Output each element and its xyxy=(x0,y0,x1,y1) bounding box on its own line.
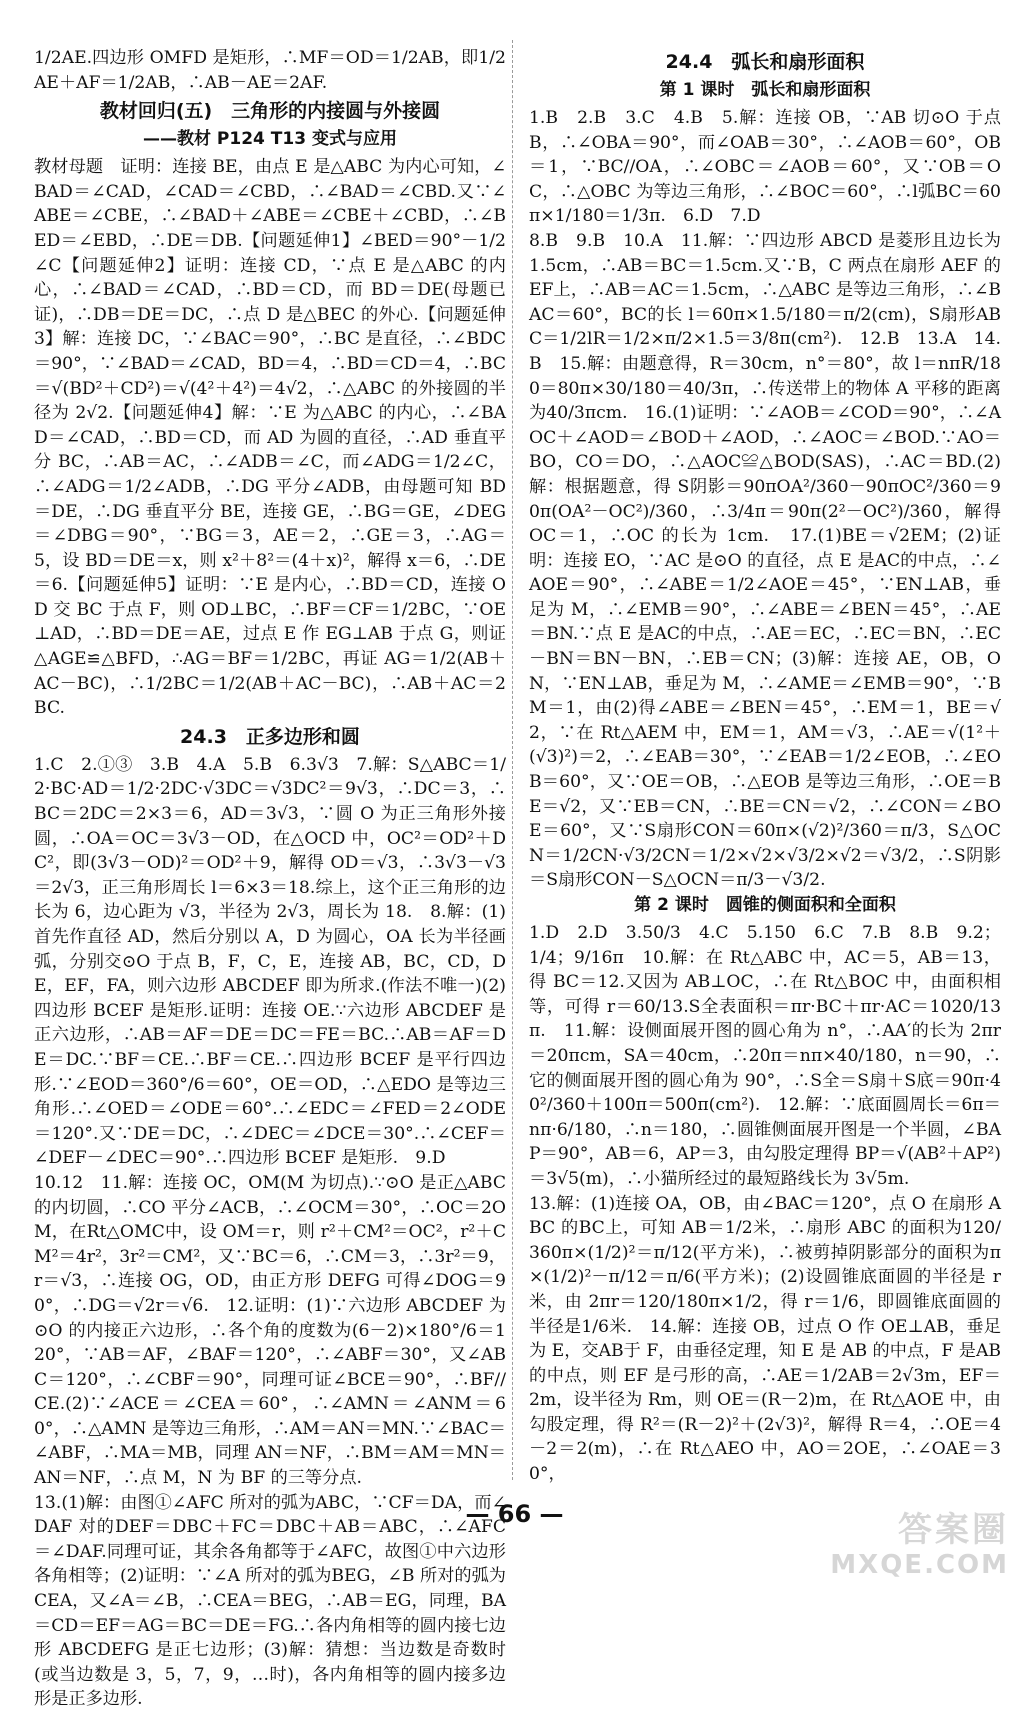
answer-paragraph: 1.C 2.①③ 3.B 4.A 5.B 6.3√3 7.解：S△ABC＝1/2·BC·AD＝1/2·2DC·√3DC＝√3DC²＝9√3，∴DC＝3，∴BC＝2DC＝2×3＝6，AD＝3√3，∵圆 O 为正三角形外接圆，∴OA＝OC＝3√3－OD，在△OCD 中，OC²＝OD²＋DC²，即(3√3－OD)²＝OD²＋9，解得 OD＝√3，∴3√3－√3＝2√3，正三角形周长 l＝6×3＝18.综上，这个正三角形的边长为 6，边心距为 √3，半径为 2√3，周长为 18. 8.解：(1)首先作直径 AD，然后分别以 A，D 为圆心，OA 长为半径画弧，分别交⊙O 于点 B，F，C，E，连接 AB，BC，CD，DE，EF，FA，则六边形 ABCDEF 即为所求.(作法不唯一)(2)四边形 BCEF 是矩形.证明：连接 OE.∵六边形 ABCDEF 是正六边形，∴AB＝AF＝DE＝DC＝FE＝BC.∴AB＝AF＝DE＝DC.∵BF＝CE.∴BF＝CE.∴四边形 BCEF 是平行四边形.∵∠EOD＝360°/6＝60°，OE＝OD，∴△EDO 是等边三角形.∴∠OED＝∠ODE＝60°.∴∠EDC＝∠FED＝2∠ODE＝120°.又∵DE＝DC，∴∠DEC＝∠DCE＝30°.∴∠CEF＝∠DEF－∠DEC＝90°.∴四边形 BCEF 是矩形. 9.D xyxy=(34,754,506,1169)
answer-paragraph: 1.B 2.B 3.C 4.B 5.解：连接 OB，∵AB 切⊙O 于点 B，∴∠OBA＝90°，而∠OAB＝30°，∴∠AOB＝60°，OB＝1，∵BC//OA，∴∠OBC＝∠AOB＝60°，又∵OB＝OC，∴△OBC 为等边三角形，∴∠BOC＝60°，∴l弧BC＝60π×1/180＝1/3π. 6.D 7.D xyxy=(529,108,1001,227)
answer-paragraph: 13.(1)解：由图①∠AFC 所对的弧为ABC，∵CF＝DA，而∠DAF 对的DEF＝DBC＋FC＝DBC＋AB＝ABC，∴∠AFC＝∠DAF.同理可证，其余各角都等于∠AFC，故图①中六边形各角相等；(2)证明：∵∠A 所对的弧为BEG，∠B 所对的弧为CEA，又∠A＝∠B，∴CEA＝BEG，∴AB＝EG，同理，BA＝CD＝EF＝AG＝BC＝DE＝FG.∴各内角相等的圆内接七边形 ABCDEFG 是正七边形；(3)解：猜想：当边数是奇数时(或当边数是 3，5，7，9，…时)，各内角相等的圆内接多边形是正多边形. xyxy=(34,1492,506,1710)
answer-paragraph: 1/2AE.四边形 OMFD 是矩形，∴MF＝OD＝1/2AB，即1/2AE＋AF＝1/2AB，∴AB－AE＝2AF. xyxy=(34,48,506,93)
watermark-url: MXQE.COM xyxy=(830,1550,1009,1580)
lesson-heading: 第 1 课时 弧长和扇形面积 xyxy=(659,80,871,100)
section-heading: 教材回归(五) 三角形的内接圆与外接圆 xyxy=(99,100,441,123)
section-subheading: ——教材 P124 T13 变式与应用 xyxy=(143,129,397,150)
section-heading: 24.4 弧长和扇形面积 xyxy=(665,51,865,73)
lesson-heading: 第 2 课时 圆锥的侧面积和全面积 xyxy=(634,895,896,915)
answer-paragraph: 1.D 2.D 3.50/3 4.C 5.150 6.C 7.B 8.B 9.2；1/4；9/16π 10.解：在 Rt△ABC 中，AC＝5，AB＝13，得 BC＝12.又因为 AB⊥OC，∴在 Rt△BOC 中，由面积相等，可得 r＝60/13.S全表面积＝πr·BC＋πr·AC＝1020/13π. 11.解：设侧面展开图的圆心角为 n°，∴AA′的长为 2πr＝20πcm，SA＝40cm，∴20π＝nπ×40/180，n＝90，∴它的侧面展开图的圆心角为 90°，∴S全＝S扇＋S底＝90π·40²/360＋100π＝500π(cm²). 12.解：∵底面圆周长＝6π＝nπ·6/180，∴n＝180，∴圆锥侧面展开图是一个半圆，∠BAP＝90°，AB＝6，AP＝3，由勾股定理得 BP＝√(AB²＋AP²)＝3√5(m)，∴小猫所经过的最短路线长为 3√5m. xyxy=(529,923,1001,1189)
watermark-logo: 答案圈 xyxy=(898,1510,1009,1550)
left-column xyxy=(34,46,506,1712)
answer-paragraph: 教材母题 证明：连接 BE，由点 E 是△ABC 为内心可知，∠BAD＝∠CAD，∠CAD＝∠CBD，∴∠BAD＝∠CBD.又∵∠ABE＝∠CBE，∴∠BAD＋∠ABE＝∠CBE＋∠CBD，∴∠BED＝∠EBD，∴DE＝DB.【问题延伸1】∠BED＝90°－1/2∠C【问题延伸2】证明：连接 CD，∵点 E 是△ABC 的内心，∴∠BAD＝∠CAD，∴BD＝CD，而 BD＝DE(母题已证)，∴DB＝DE＝DC，∴点 D 是△BEC 的外心.【问题延伸3】解：连接 DC，∵∠BAC＝90°，∴BC 是直径，∴∠BDC＝90°，∵∠BAD＝∠CAD，BD＝4，∴BD＝CD＝4，∴BC＝√(BD²＋CD²)＝√(4²＋4²)＝4√2，∴△ABC 的外接圆的半径为 2√2.【问题延伸4】解：∵E 为△ABC 的内心，∴∠BAD＝∠CAD，∴BD＝CD，而 AD 为圆的直径，∴AD 垂直平分 BC，∴AB＝AC，∴∠ADB＝∠C，而∠ADG＝1/2∠C，∴∠ADG＝1/2∠ADB，∴DG 平分∠ADB，由母题可知 BD＝DE，∴DG 垂直平分 BE，连接 GE，∴BG＝GE，∠DEG＝∠DBG＝90°，∵BG＝3，AE＝2，∴GE＝3，∴AG＝5，设 BD＝DE＝x，则 x²＋8²＝(4＋x)²，解得 x＝6，∴DE＝6.【问题延伸5】证明：∵E 是内心，∴BD＝CD，连接 OD 交 BC 于点 F，则 OD⊥BC，∴BF＝CF＝1/2BC，∵OE⊥AD，∴BD＝DE＝AE，过点 E 作 EG⊥AB 于点 G，则证△AGE≌△BFD，∴AG＝BF＝1/2BC，再证 AG＝1/2(AB＋AC－BC)，∴1/2BC＝1/2(AB＋AC－BC)，∴AB＋AC＝2BC. xyxy=(34,157,506,719)
section-heading: 24.3 正多边形和圆 xyxy=(180,725,360,748)
column-divider xyxy=(512,40,513,1480)
page-number: — 66 — xyxy=(465,1500,564,1528)
right-column xyxy=(529,46,1001,1487)
answer-paragraph: 10.12 11.解：连接 OC，OM(M 为切点).∵⊙O 是正△ABC 的内切圆，∴CO 平分∠ACB，∴∠OCM＝30°，∴OC＝2OM，在Rt△OMC中，设 OM＝r，则 r²＋CM²＝OC²，r²＋CM²＝4r²，3r²＝CM²，又∵BC＝6，∴CM＝3，∴3r²＝9，r＝√3，∴连接 OG，OD，由正方形 DEFG 可得∠DOG＝90°，∴DG＝√2r＝√6. 12.证明：(1)∵六边形 ABCDEF 为⊙O 的内接正六边形，∴各个角的度数为(6－2)×180°/6＝120°，∵AB＝AF，∠BAF＝120°，∴∠ABF＝30°，又∠ABC＝120°，∴∠CBF＝90°，同理可证∠BCE＝90°，∴BF//CE.(2)∵∠ACE＝∠CEA＝60°，∴∠AMN＝∠ANM＝60°，∴△AMN 是等边三角形，∴AM＝AN＝MN.∵∠BAC＝∠ABF，∴MA＝MB，同理 AN＝NF，∴BM＝AM＝MN＝AN＝NF，∴点 M，N 为 BF 的三等分点. xyxy=(34,1172,506,1489)
watermark xyxy=(809,1510,1009,1580)
answer-paragraph: 13.解：(1)连接 OA，OB，由∠BAC＝120°，点 O 在扇形 ABC 的BC上，可知 AB＝1/2米，∴扇形 ABC 的面积为120/360π×(1/2)²＝π/12(平方米)，∴被剪掉阴影部分的面积为π×(1/2)²－π/12＝π/6(平方米)；(2)设圆锥底面圆的半径是 r 米，由 2πr＝120/180π×1/2，得 r＝1/6，即圆锥底面圆的半径是1/6米. 14.解：连接 OB，过点 O 作 OE⊥AB，垂足为 E，交AB于 F，由垂径定理，知 E 是 AB 的中点，F 是AB的中点，则 EF 是弓形的高，∴AE＝1/2AB＝2√3m，EF＝2m，设半径为 Rm，则 OE＝(R－2)m，在 Rt△AOE 中，由勾股定理，得 R²＝(R－2)²＋(2√3)²，解得 R＝4，∴OE＝4－2＝2(m)，∴在 Rt△AEO 中，AO＝2OE，∴∠OAE＝30°， xyxy=(529,1193,1001,1485)
answer-paragraph: 8.B 9.B 10.A 11.解：∵四边形 ABCD 是菱形且边长为 1.5cm，∴AB＝BC＝1.5cm.又∵B，C 两点在扇形 AEF 的EF上，∴AB＝AC＝1.5cm，∴△ABC 是等边三角形，∴∠BAC＝60°，BC的长 l＝60π×1.5/180＝π/2(cm)，S扇形ABC＝1/2lR＝1/2×π/2×1.5＝3/8π(cm²). 12.B 13.A 14.B 15.解：由题意得，R＝30cm，n°＝80°，故 l＝nπR/180＝80π×30/180＝40/3π，∴传送带上的物体 A 平移的距离为40/3πcm. 16.(1)证明：∵∠AOB＝∠COD＝90°，∴∠AOC＋∠AOD＝∠BOD＋∠AOD，∴∠AOC＝∠BOD.∵AO＝BO，CO＝DO，∴△AOC≌△BOD(SAS)，∴AC＝BD.(2)解：根据题意，得 S阴影＝90πOA²/360－90πOC²/360＝90π(OA²－OC²)/360，∴3/4π＝90π(2²－OC²)/360，解得 OC＝1，∴OC 的长为 1cm. 17.(1)BE＝√2EM；(2)证明：连接 EO，∵AC 是⊙O 的直径，点 E 是AC的中点，∴∠AOE＝90°，∴∠ABE＝1/2∠AOE＝45°，∵EN⊥AB，垂足为 M，∴∠EMB＝90°，∴∠ABE＝∠BEN＝45°，∴AE＝BN.∵点 E 是AC的中点，∴AE＝EC，∴EC＝BN，∴EC－BN＝BN－BN，∴EB＝CN；(3)解：连接 AE，OB，ON，∵EN⊥AB，垂足为 M，∴∠AME＝∠EMB＝90°，∵BM＝1，由(2)得∠ABE＝∠BEN＝45°，∴EM＝1，BE＝√2，∵在 Rt△AEM 中，EM＝1，AM＝√3，∴AE＝√(1²＋(√3)²)＝2，∴∠EAB＝30°，∵∠EAB＝1/2∠EOB，∴∠EOB＝60°，又∵OE＝OB，∴△EOB 是等边三角形，∴OE＝BE＝√2，又∵EB＝CN，∴BE＝CN＝√2，∴∠CON＝∠BOE＝60°，又∵S扇形CON＝60π×(√2)²/360＝π/3，S△OCN＝1/2CN·√3/2CN＝1/2×√2×√3/2×√2＝√3/2，∴S阴影＝S扇形CON－S△OCN＝π/3－√3/2. xyxy=(529,230,1001,891)
